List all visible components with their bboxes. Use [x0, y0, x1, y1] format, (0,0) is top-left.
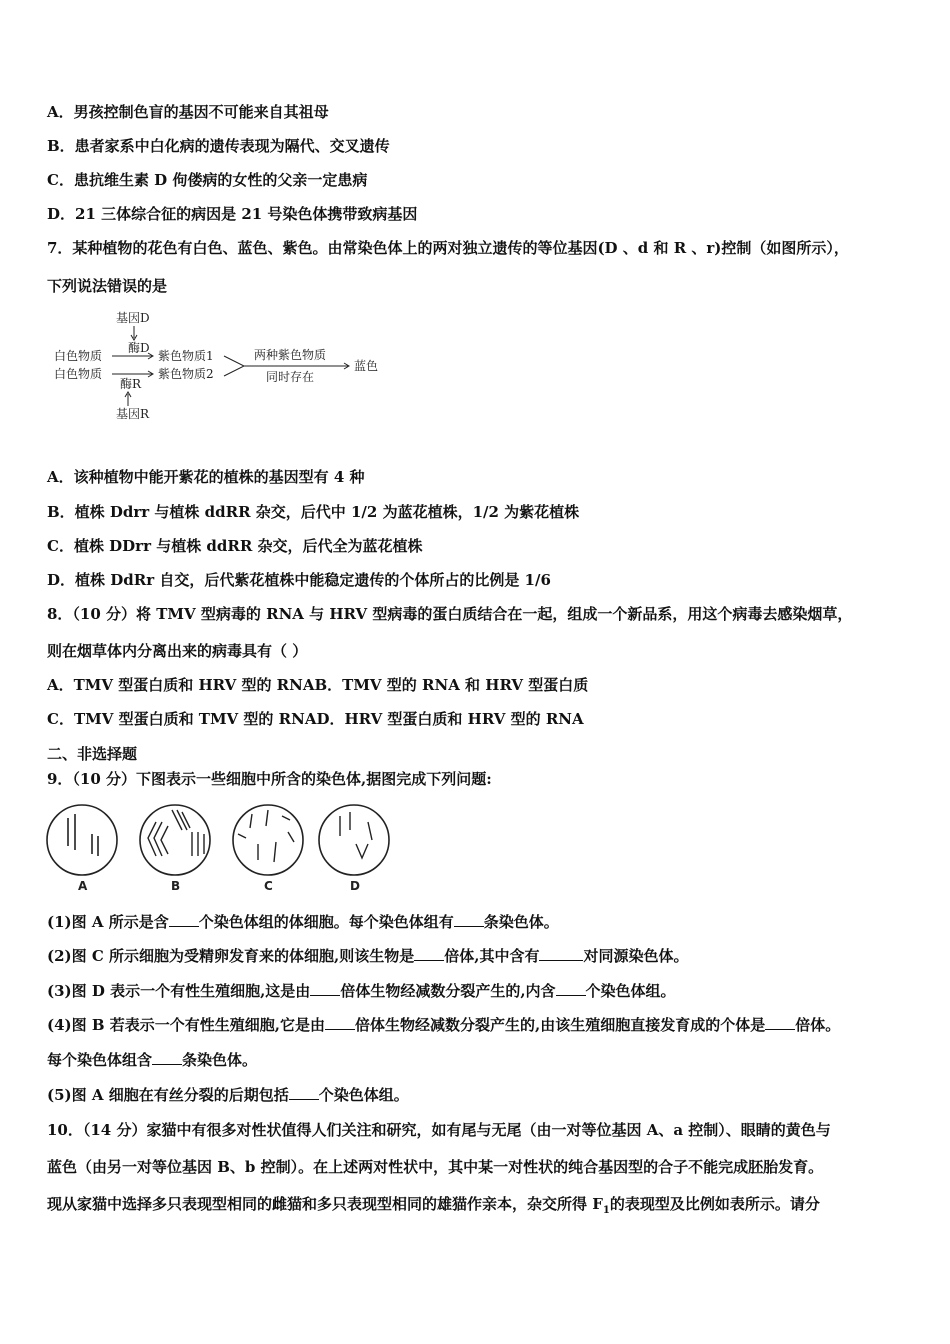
- q9-sub3-text-b: 倍体生物经减数分裂产生的,内含: [340, 982, 556, 1000]
- answer-blank[interactable]: [414, 946, 444, 961]
- coexist-top-label: 两种紫色物质: [254, 348, 327, 362]
- q8-option-ab: A．TMV 型蛋白质和 HRV 型的 RNAB．TMV 型的 RNA 和 HRV 型蛋白质: [47, 676, 589, 694]
- q9-sub3-text-a: (3)图 D 表示一个有性生殖细胞,这是由: [47, 982, 311, 1000]
- q9-sub2-text-b: 倍体,其中含有: [444, 947, 540, 965]
- white-substance-1: 白色物质: [54, 349, 103, 363]
- q7-option-d: D．植株 DdRr 自交，后代紫花植株中能稳定遗传的个体所占的比例是 1/6: [47, 571, 551, 589]
- q6-option-c: C．患抗维生素 D 佝偻病的女性的父亲一定患病: [47, 171, 368, 189]
- q9-sub5: [47, 1085, 409, 1105]
- pathway-diagram: [48, 306, 388, 426]
- q9-stem: 9．（10 分）下图表示一些细胞中所含的染色体,据图完成下列问题:: [47, 770, 492, 788]
- q9-sub4-text-d: 每个染色体组含: [47, 1051, 153, 1069]
- q9-sub3: [47, 981, 676, 1001]
- cell-label-b: B: [171, 879, 181, 893]
- coexist-bottom-label: 同时存在: [266, 370, 315, 384]
- answer-blank[interactable]: [289, 1085, 319, 1100]
- cell-b: [140, 805, 210, 893]
- q6-option-d: D．21 三体综合征的病因是 21 号染色体携带致病基因: [47, 205, 418, 223]
- cell-label-a: A: [78, 879, 88, 893]
- q9-sub1-text-b: 个染色体组的体细胞。每个染色体组有: [198, 913, 454, 931]
- q9-sub2: [47, 946, 689, 966]
- q7-stem-line2: 下列说法错误的是: [47, 277, 168, 295]
- cell-label-d: D: [350, 879, 360, 893]
- q9-sub5-text-b: 个染色体组。: [318, 1086, 409, 1104]
- q10-line3-text-b: 的表现型及比例如表所示。请分: [609, 1195, 820, 1213]
- answer-blank[interactable]: [539, 946, 583, 961]
- q10-line3: [47, 1194, 820, 1221]
- q10-line1: 10．（14 分）家猫中有很多对性状值得人们关注和研究，如有尾与无尾（由一对等位基因 A、a 控制）、眼睛的黄色与: [47, 1121, 831, 1139]
- cell-figures: [44, 800, 394, 896]
- q10-line2: 蓝色（由另一对等位基因 B、b 控制）。在上述两对性状中，其中某一对性状的纯合基因型的合子不能完成胚胎发育。: [47, 1158, 824, 1176]
- q9-sub1-text-a: (1)图 A 所示是含: [47, 913, 169, 931]
- gene-d-label: 基因D: [116, 311, 150, 325]
- q9-sub4-text-a: (4)图 B 若表示一个有性生殖细胞,它是由: [47, 1016, 325, 1034]
- q6-option-a: A．男孩控制色盲的基因不可能来自其祖母: [47, 103, 329, 121]
- q8-stem-line1: 8．（10 分）将 TMV 型病毒的 RNA 与 HRV 型病毒的蛋白质结合在一起，组成一个新品系，用这个病毒去感染烟草，: [47, 605, 853, 623]
- enzyme-d-label: 酶D: [128, 341, 150, 355]
- cell-d: [319, 805, 389, 893]
- q7-option-a: A．该种植物中能开紫花的植株的基因型有 4 种: [47, 468, 365, 486]
- answer-blank[interactable]: [169, 912, 199, 927]
- q9-sub5-text-a: (5)图 A 细胞在有丝分裂的后期包括: [47, 1086, 289, 1104]
- enzyme-r-label: 酶R: [120, 377, 142, 391]
- cell-a: [47, 805, 117, 893]
- white-substance-2: 白色物质: [54, 367, 103, 381]
- answer-blank[interactable]: [325, 1015, 355, 1030]
- q9-sub4-cont: [47, 1050, 257, 1070]
- blue-label: 蓝色: [354, 359, 379, 373]
- q6-option-b: B．患者家系中白化病的遗传表现为隔代、交叉遗传: [47, 137, 390, 155]
- q9-sub1: [47, 912, 559, 932]
- q10-subscript: 1: [602, 1205, 610, 1216]
- q8-stem-line2: 则在烟草体内分离出来的病毒具有（ ）: [47, 642, 308, 660]
- q9-sub4: [47, 1015, 840, 1035]
- q7-option-c: C．植株 DDrr 与植株 ddRR 杂交，后代全为蓝花植株: [47, 537, 423, 555]
- gene-r-label: 基因R: [116, 407, 150, 421]
- q9-sub3-text-c: 个染色体组。: [585, 982, 676, 1000]
- q10-line3-text-a: 现从家猫中选择多只表现型相同的雌猫和多只表现型相同的雄猫作亲本，杂交所得 F: [47, 1195, 603, 1213]
- answer-blank[interactable]: [765, 1015, 795, 1030]
- q9-sub4-text-e: 条染色体。: [182, 1051, 258, 1069]
- answer-blank[interactable]: [152, 1050, 182, 1065]
- q9-sub2-text-c: 对同源染色体。: [583, 947, 689, 965]
- answer-blank[interactable]: [454, 912, 484, 927]
- q9-sub2-text-a: (2)图 C 所示细胞为受精卵发育来的体细胞,则该生物是: [47, 947, 415, 965]
- answer-blank[interactable]: [556, 981, 586, 996]
- q7-stem-line1: 7．某种植物的花色有白色、蓝色、紫色。由常染色体上的两对独立遗传的等位基因(D 、d 和 R 、r)控制（如图所示），: [47, 239, 849, 257]
- q9-sub4-text-b: 倍体生物经减数分裂产生的,由该生殖细胞直接发育成的个体是: [354, 1016, 766, 1034]
- q7-option-b: B．植株 Ddrr 与植株 ddRR 杂交，后代中 1/2 为蓝花植株，1/2 为紫花植株: [47, 503, 580, 521]
- q8-option-cd: C．TMV 型蛋白质和 TMV 型的 RNAD．HRV 型蛋白质和 HRV 型的 RNA: [47, 710, 584, 728]
- q9-sub4-text-c: 倍体。: [795, 1016, 841, 1034]
- purple-substance-1: 紫色物质1: [158, 349, 214, 363]
- cell-c: [233, 805, 303, 893]
- answer-blank[interactable]: [310, 981, 340, 996]
- q9-sub1-text-c: 条染色体。: [483, 913, 559, 931]
- cell-label-c: C: [264, 879, 273, 893]
- purple-substance-2: 紫色物质2: [158, 367, 214, 381]
- section-heading: 二、非选择题: [47, 745, 138, 763]
